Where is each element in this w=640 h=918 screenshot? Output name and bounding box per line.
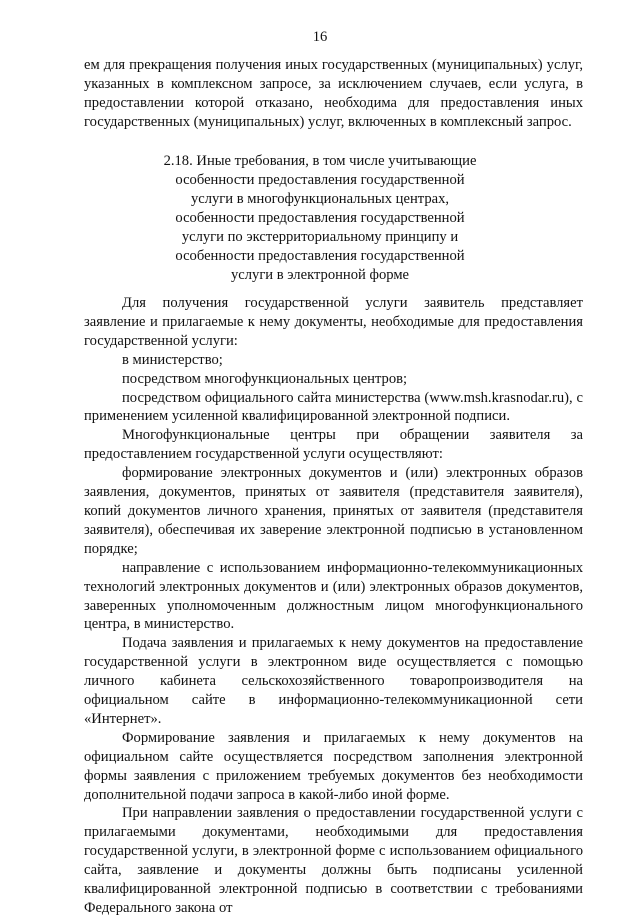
list-item: посредством многофункциональных центров;: [122, 370, 408, 387]
heading-line: услуги в многофункциональных центрах,: [190, 191, 450, 207]
paragraph: Для получения государственной услуги заявитель представляет заявление и прилагаемые к нему документы, необходимые для предоставления государственной услуги:: [84, 295, 583, 349]
page-number: 16: [312, 29, 328, 45]
list-item: в министерство;: [122, 351, 223, 368]
paragraph: Подача заявления и прилагаемых к нему документов на предоставление государственной услуги в электронном виде осуществляется с помощью личного кабинета сельскохозяйственного товаропроизводителя на официальном сайте в информационно-телекоммуникационной сети «Интернет».: [84, 635, 583, 727]
heading-line: особенности предоставления государственной: [175, 248, 465, 264]
section-heading: [150, 152, 490, 285]
list-item: формирование электронных документов и (или) электронных образов заявления, документов, принятых от заявителя (представителя заявителя), копий документов личного хранения, принятых от заявителя (представителя заявителя), обеспечивая их заверение электронной подписью в установленном порядке;: [84, 465, 583, 557]
continuation-paragraph: [84, 56, 583, 132]
paragraph: ем для прекращения получения иных государственных (муниципальных) услуг, указанных в комплексном запросе, за исключением случаев, если услуга, в предоставлении которой отказано, необходима для предоставления иных государственных (муниципальных) услуг, включенных в комплексный запрос.: [84, 57, 583, 130]
section-body: [84, 294, 583, 918]
paragraph: Формирование заявления и прилагаемых к нему документов на официальном сайте осуществляется посредством заполнения электронной формы заявления с приложением требуемых документов без необходимости дополнительной подачи запроса в какой-либо иной форме.: [84, 729, 583, 803]
paragraph: При направлении заявления о предоставлении государственной услуги с прилагаемыми документами, необходимыми для предоставления государственной услуги, в электронной форме с использованием официального сайта, заявление и документы должны быть подписаны усиленной квалифицированной электронной подписью в соответствии с требованиями Федерального закона от: [84, 805, 583, 916]
list-item: направление с использованием информационно-телекоммуникационных технологий электронных документов и (или) электронных образов документов, заверенных уполномоченным должностным лицом многофункционального центра, в министерство.: [84, 559, 583, 633]
paragraph: Многофункциональные центры при обращении заявителя за предоставлением государственной услуги осуществляют:: [84, 427, 583, 463]
heading-line: услуги по экстерриториальному принципу и: [181, 229, 459, 245]
list-item: посредством официального сайта министерства (www.msh.krasnodar.ru), с применением усиленной квалифицированной электронной подписи.: [84, 389, 583, 425]
heading-line: 2.18. Иные требования, в том числе учитывающие: [163, 153, 477, 169]
heading-line: особенности предоставления государственной: [175, 172, 465, 188]
heading-line: услуги в электронной форме: [230, 267, 410, 283]
heading-line: особенности предоставления государственной: [175, 210, 465, 226]
